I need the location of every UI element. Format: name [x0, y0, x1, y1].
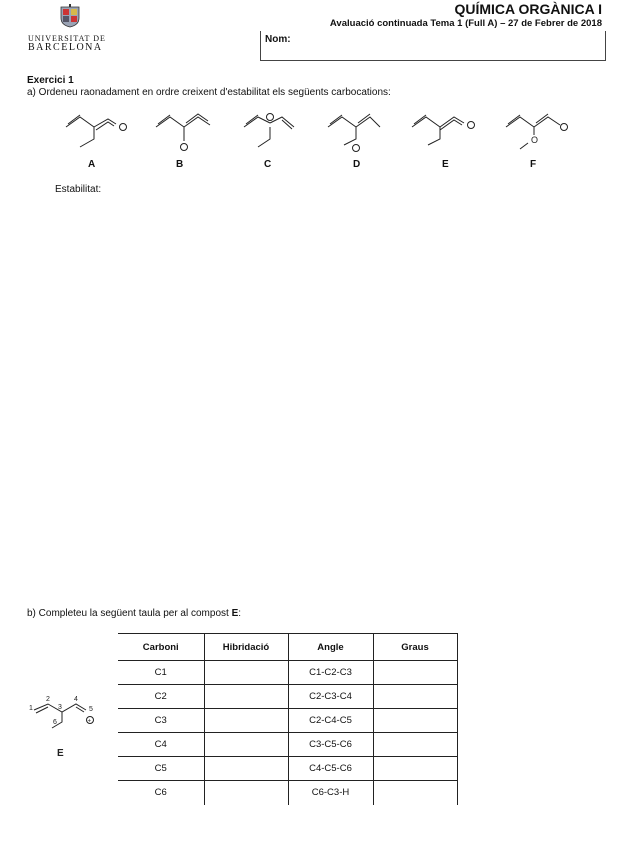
- molecule-label-f: F: [530, 159, 537, 170]
- document-title: QUÍMICA ORGÀNICA I: [454, 1, 602, 17]
- molecule-label-e: E: [442, 159, 449, 170]
- molecule-d: [328, 114, 380, 152]
- compound-e-label: E: [57, 748, 64, 759]
- molecule-c: [244, 114, 294, 148]
- molecule-e: [412, 115, 475, 145]
- hybridization-cell[interactable]: [204, 781, 288, 805]
- hybridization-table: [118, 633, 458, 805]
- positive-charge: +: [87, 718, 92, 725]
- molecule-label-d: D: [353, 159, 361, 170]
- question-b-text: b) Completeu la següent taula per al compost: [27, 608, 232, 619]
- hybridization-cell[interactable]: [204, 733, 288, 757]
- degrees-cell[interactable]: [373, 757, 457, 781]
- university-name-line2: BARCELONA: [28, 42, 103, 53]
- carbon-cell: C2: [118, 685, 204, 709]
- hybridization-cell[interactable]: [204, 709, 288, 733]
- molecule-a: [66, 115, 127, 147]
- atom-number-6: 6: [53, 719, 57, 726]
- table-row: [118, 781, 457, 805]
- table-row: [118, 685, 457, 709]
- degrees-cell[interactable]: [373, 781, 457, 805]
- stability-label: Estabilitat:: [55, 184, 102, 195]
- degrees-cell[interactable]: [373, 709, 457, 733]
- carbon-cell: C1: [118, 661, 204, 685]
- document-subtitle: Avaluació continuada Tema 1 (Full A) – 27 de Febrer de 2018: [329, 18, 602, 29]
- molecule-b: [156, 114, 210, 151]
- angle-cell: C6-C3-H: [288, 781, 373, 805]
- question-b-suffix: :: [238, 608, 242, 619]
- university-name-line1: UNIVERSITAT DE: [28, 34, 106, 43]
- compound-e-structure: [26, 690, 106, 760]
- angle-cell: C3-C5-C6: [288, 733, 373, 757]
- table-header-row: [118, 634, 457, 661]
- question-b-compound: E: [231, 608, 239, 619]
- carbon-cell: C3: [118, 709, 204, 733]
- carbon-cell: C6: [118, 781, 204, 805]
- question-b: [27, 608, 241, 619]
- hybridization-cell[interactable]: [204, 757, 288, 781]
- column-header-angle: Angle: [288, 634, 373, 661]
- atom-number-3: 3: [58, 704, 62, 711]
- angle-cell: C4-C5-C6: [288, 757, 373, 781]
- university-crest-icon: [60, 4, 80, 28]
- angle-cell: C1-C2-C3: [288, 661, 373, 685]
- column-header-hybridization: Hibridació: [204, 634, 288, 661]
- molecule-label-a: A: [88, 159, 96, 170]
- molecule-label-c: C: [264, 159, 272, 170]
- atom-number-1: 1: [29, 705, 33, 712]
- degrees-cell[interactable]: [373, 733, 457, 757]
- hybridization-cell[interactable]: [204, 685, 288, 709]
- university-logo: [28, 4, 118, 53]
- name-field[interactable]: [260, 31, 606, 61]
- degrees-cell[interactable]: [373, 661, 457, 685]
- table-row: [118, 757, 457, 781]
- carbon-cell: C5: [118, 757, 204, 781]
- hybridization-cell[interactable]: [204, 661, 288, 685]
- atom-number-4: 4: [74, 696, 78, 703]
- exercise-title: Exercici 1: [27, 75, 74, 86]
- question-a: a) Ordeneu raonadament en ordre creixent d'estabilitat els següents carbocations:: [27, 87, 391, 98]
- degrees-cell[interactable]: [373, 685, 457, 709]
- carbon-cell: C4: [118, 733, 204, 757]
- table-row: [118, 733, 457, 757]
- column-header-degrees: Graus: [373, 634, 457, 661]
- angle-cell: C2-C3-C4: [288, 685, 373, 709]
- oxygen-atom-label: O: [531, 135, 539, 145]
- name-label: Nom:: [265, 34, 291, 45]
- angle-cell: C2-C4-C5: [288, 709, 373, 733]
- column-header-carbon: Carboni: [118, 634, 204, 661]
- table-row: [118, 709, 457, 733]
- atom-number-2: 2: [46, 696, 50, 703]
- molecule-label-b: B: [176, 159, 184, 170]
- table-row: [118, 661, 457, 685]
- atom-number-5: 5: [89, 706, 93, 713]
